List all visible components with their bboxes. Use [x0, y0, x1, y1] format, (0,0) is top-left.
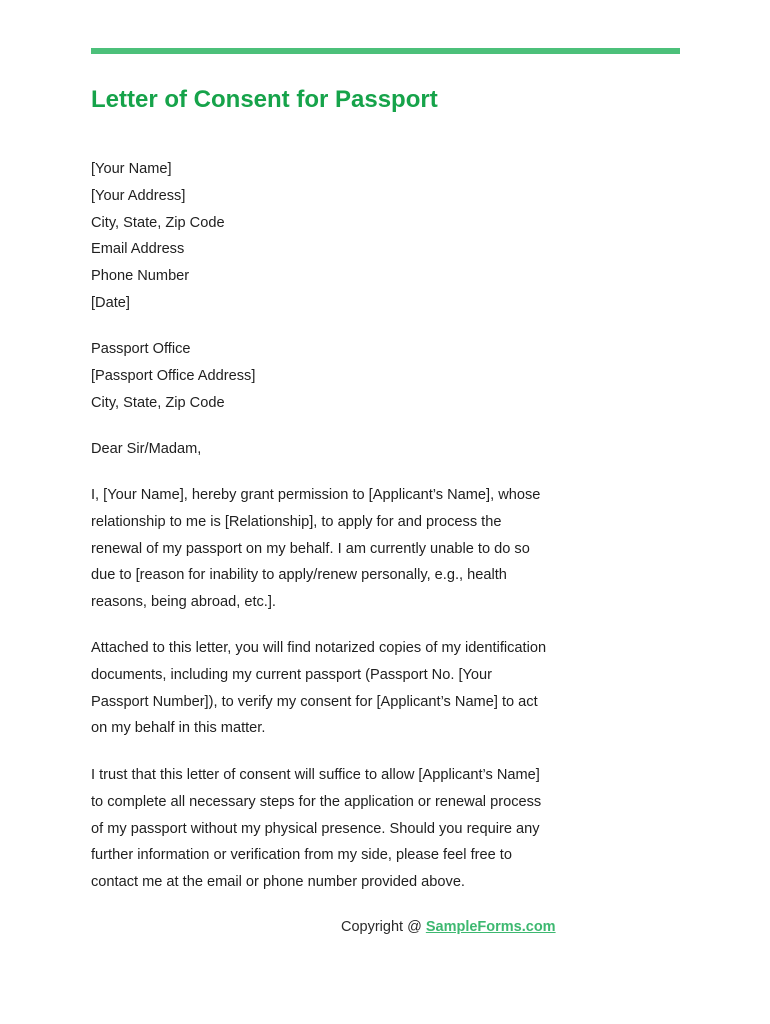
paragraph-line: on my behalf in this matter.	[91, 720, 266, 737]
recipient-address: [Passport Office Address]	[91, 367, 256, 384]
page-title: Letter of Consent for Passport	[91, 86, 438, 113]
sender-address-block	[91, 156, 571, 317]
sampleforms-link[interactable]: SampleForms.com	[425, 919, 556, 935]
salutation	[91, 436, 571, 463]
paragraph-line: renewal of my passport on my behalf. I am currently unable to do so	[91, 540, 530, 557]
body-paragraph-3	[91, 762, 571, 896]
paragraph-line: documents, including my current passport (Passport No. [Your	[91, 666, 492, 683]
salutation-text: Dear Sir/Madam,	[91, 441, 202, 457]
sender-name: [Your Name]	[91, 161, 172, 177]
paragraph-line: relationship to me is [Relationship], to apply for and process the	[91, 513, 502, 530]
sender-email: Email Address	[91, 241, 185, 258]
sender-city-state-zip: City, State, Zip Code	[91, 214, 225, 231]
body-paragraph-2	[91, 635, 571, 742]
paragraph-line: Passport Number]), to verify my consent for [Applicant’s Name] to act	[91, 693, 538, 710]
body-paragraph-1	[91, 482, 571, 616]
top-accent-rule	[91, 48, 680, 54]
recipient-city-state-zip: City, State, Zip Code	[91, 394, 225, 411]
sender-address: [Your Address]	[91, 187, 186, 204]
copyright-prefix: Copyright @	[341, 919, 426, 935]
paragraph-line: I, [Your Name], hereby grant permission to [Applicant’s Name], whose	[91, 487, 541, 503]
sender-phone: Phone Number	[91, 268, 190, 285]
recipient-name: Passport Office	[91, 341, 191, 357]
paragraph-line: of my passport without my physical presence. Should you require any	[91, 820, 540, 837]
paragraph-line: due to [reason for inability to apply/renew personally, e.g., health	[91, 567, 507, 584]
paragraph-line: contact me at the email or phone number provided above.	[91, 874, 465, 891]
copyright-footer	[341, 919, 556, 935]
paragraph-line: further information or verification from my side, please feel free to	[91, 847, 512, 864]
paragraph-line: reasons, being abroad, etc.].	[91, 594, 276, 611]
recipient-address-block	[91, 336, 571, 416]
paragraph-line: to complete all necessary steps for the application or renewal process	[91, 793, 542, 810]
letter-date: [Date]	[91, 294, 130, 311]
paragraph-line: Attached to this letter, you will find notarized copies of my identification	[91, 640, 547, 656]
paragraph-line: I trust that this letter of consent will suffice to allow [Applicant’s Name]	[91, 767, 540, 783]
